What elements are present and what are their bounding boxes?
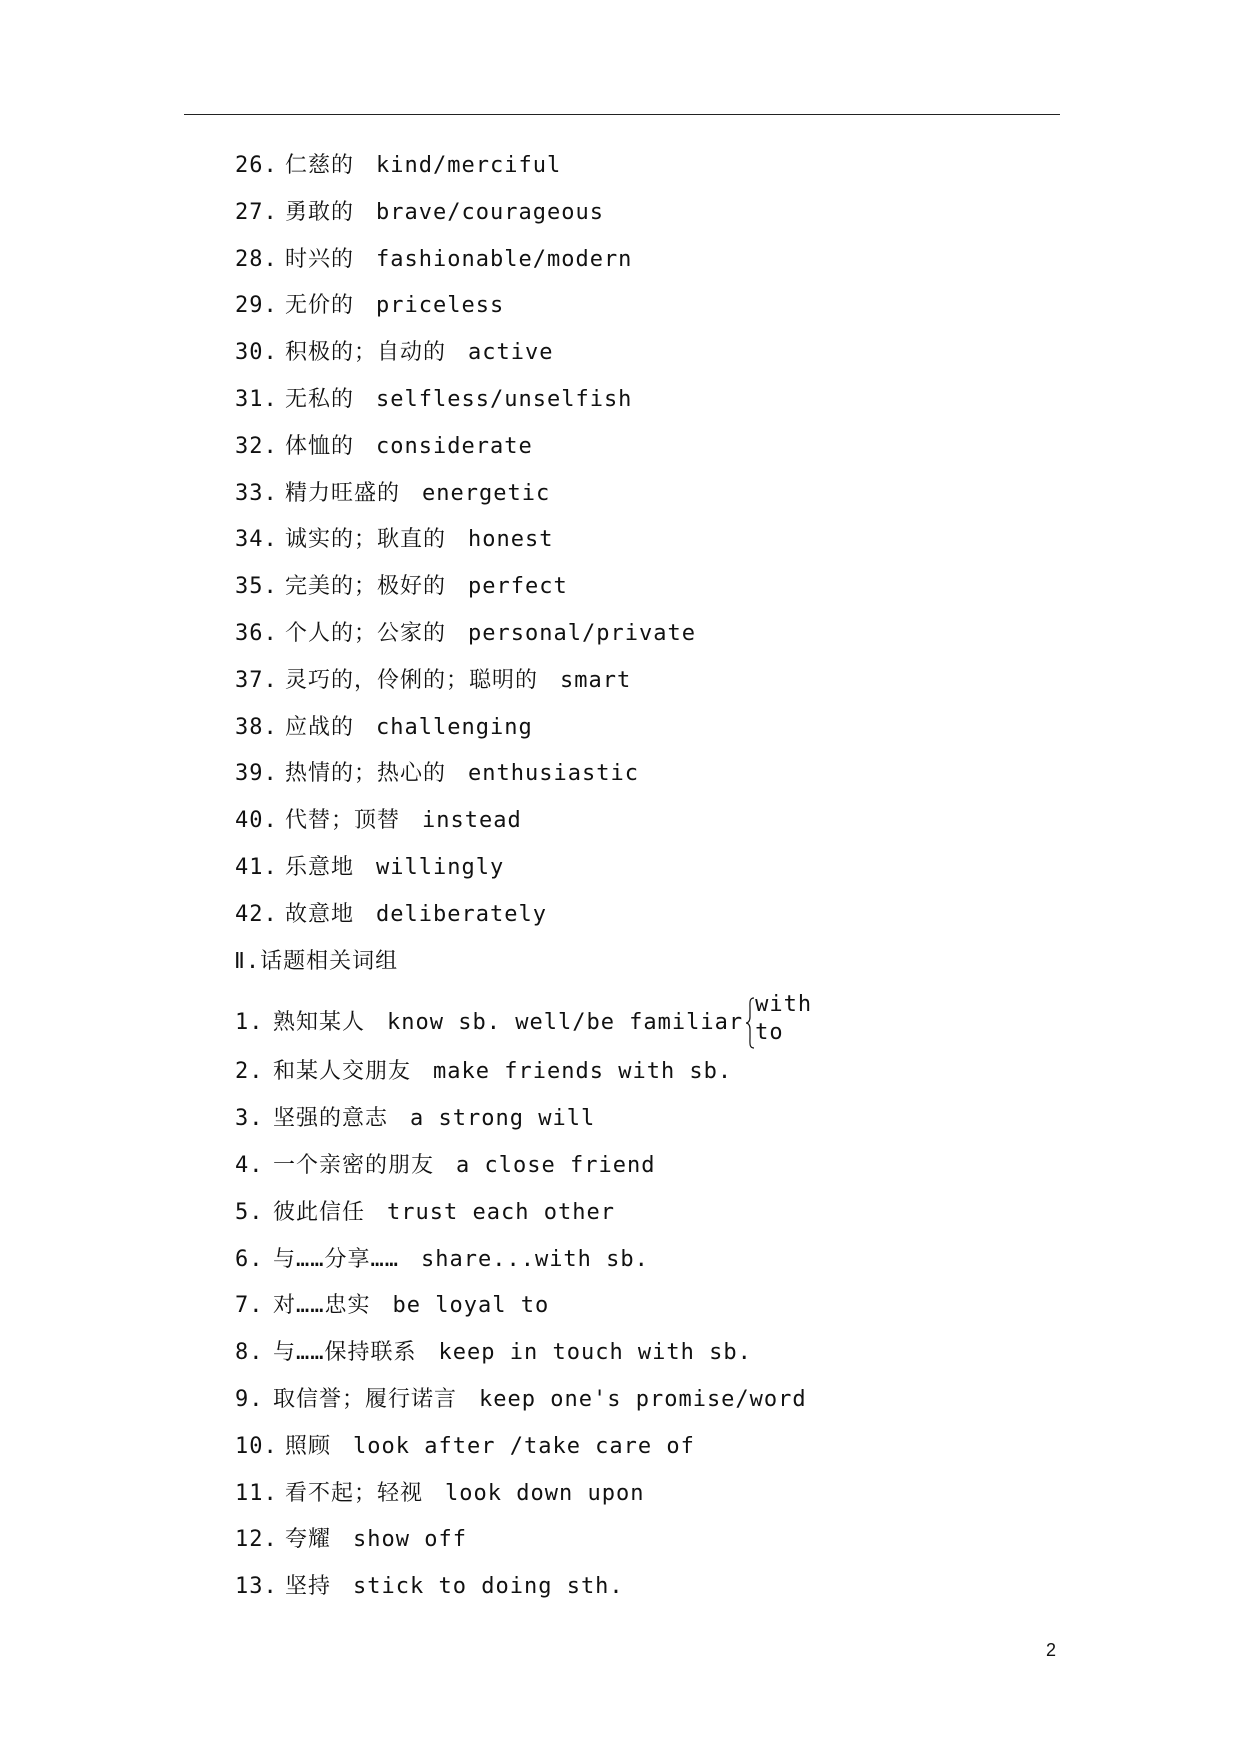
english-term: selfless/unselfish <box>376 386 633 412</box>
english-term: keep one's promise/word <box>479 1386 807 1412</box>
chinese-term: 夸耀 <box>285 1527 332 1553</box>
item-number: 29. <box>235 293 278 319</box>
vocab-item <box>235 383 1095 430</box>
chinese-term: 照顾 <box>285 1433 332 1459</box>
english-term: personal/private <box>468 620 696 646</box>
phrase-item <box>235 1243 1095 1290</box>
english-term: active <box>468 340 554 366</box>
item-number: 42. <box>235 901 278 927</box>
item-number: 34. <box>235 527 278 553</box>
phrase-item <box>235 1289 1095 1336</box>
item-number: 28. <box>235 246 278 272</box>
item-number: 31. <box>235 386 278 412</box>
chinese-term: 积极的；自动的 <box>285 340 447 366</box>
vocab-item <box>235 149 1095 196</box>
english-term: a strong will <box>410 1106 596 1132</box>
vocab-item <box>235 851 1095 898</box>
vocab-item <box>235 617 1095 664</box>
phrase-item <box>235 1523 1095 1570</box>
item-number: 7. <box>235 1293 264 1319</box>
item-number: 4. <box>235 1152 264 1178</box>
vocab-item <box>235 898 1095 945</box>
vocab-item <box>235 289 1095 336</box>
item-number: 33. <box>235 480 278 506</box>
vocab-list <box>235 149 1095 1617</box>
chinese-term: 坚持 <box>285 1574 332 1600</box>
item-number: 36. <box>235 620 278 646</box>
english-term: smart <box>560 667 632 693</box>
phrase-item <box>235 1196 1095 1243</box>
item-number: 26. <box>235 153 278 178</box>
item-number: 12. <box>235 1527 278 1553</box>
chinese-term: 坚强的意志 <box>273 1106 389 1132</box>
header-rule <box>184 114 1060 115</box>
item-number: 39. <box>235 761 278 787</box>
brace-option-top: with <box>755 992 813 1018</box>
vocab-item <box>235 523 1095 570</box>
phrase-item <box>235 991 1095 1055</box>
chinese-term: 故意地 <box>285 901 355 927</box>
english-term: show off <box>353 1527 467 1553</box>
chinese-term: 看不起；轻视 <box>285 1480 424 1506</box>
english-term: look down upon <box>445 1480 645 1506</box>
english-term: energetic <box>422 480 551 506</box>
item-number: 27. <box>235 199 278 225</box>
chinese-term: 与……保持联系 <box>273 1340 417 1366</box>
item-number: 37. <box>235 667 278 693</box>
item-number: 1. <box>235 1010 264 1036</box>
chinese-term: 熟知某人 <box>273 1010 366 1036</box>
chinese-term: 灵巧的，伶俐的；聪明的 <box>285 667 539 693</box>
item-number: 2. <box>235 1059 264 1085</box>
phrase-item <box>235 1102 1095 1149</box>
english-term: fashionable/modern <box>376 246 633 272</box>
chinese-term: 诚实的；耿直的 <box>285 527 447 553</box>
phrase-item <box>235 1149 1095 1196</box>
item-number: 13. <box>235 1574 278 1600</box>
phrase-item <box>235 1055 1095 1102</box>
section-title: Ⅱ.话题相关词组 <box>234 948 399 974</box>
english-term: make friends with sb. <box>433 1059 733 1085</box>
chinese-term: 热情的；热心的 <box>285 761 447 787</box>
english-term: be loyal to <box>392 1293 550 1319</box>
english-term: priceless <box>376 293 505 319</box>
item-number: 38. <box>235 714 278 740</box>
english-term: keep in touch with sb. <box>438 1340 752 1366</box>
chinese-term: 无私的 <box>285 386 355 412</box>
chinese-term: 个人的；公家的 <box>285 620 447 646</box>
chinese-term: 体恤的 <box>285 433 355 459</box>
item-number: 5. <box>235 1199 264 1225</box>
vocab-item <box>235 477 1095 524</box>
chinese-term: 一个亲密的朋友 <box>273 1152 435 1178</box>
english-term: trust each other <box>387 1199 615 1225</box>
chinese-term: 和某人交朋友 <box>273 1059 412 1085</box>
chinese-term: 取信誉；履行诺言 <box>273 1386 458 1412</box>
english-term: a close friend <box>456 1152 656 1178</box>
chinese-term: 勇敢的 <box>285 199 355 225</box>
english-term: kind/merciful <box>376 153 562 178</box>
chinese-term: 乐意地 <box>285 854 355 880</box>
chinese-term: 与……分享…… <box>273 1246 399 1272</box>
chinese-term: 时兴的 <box>285 246 355 272</box>
english-term: look after /take care of <box>353 1433 695 1459</box>
choice-brace <box>745 992 813 1051</box>
vocab-item <box>235 757 1095 804</box>
chinese-term: 精力旺盛的 <box>285 480 401 506</box>
page-number: 2 <box>1046 1640 1057 1660</box>
item-number: 3. <box>235 1106 264 1132</box>
phrase-item <box>235 1430 1095 1477</box>
phrase-item <box>235 1570 1095 1617</box>
item-number: 41. <box>235 854 278 880</box>
phrase-item <box>235 1383 1095 1430</box>
item-number: 6. <box>235 1246 264 1272</box>
chinese-term: 无价的 <box>285 293 355 319</box>
brace-option-bottom: to <box>755 1020 784 1046</box>
vocab-item <box>235 804 1095 851</box>
english-term: considerate <box>376 433 533 459</box>
vocab-item <box>235 570 1095 617</box>
english-term: brave/courageous <box>376 199 604 225</box>
english-term: perfect <box>468 574 568 600</box>
item-number: 35. <box>235 574 278 600</box>
english-term: deliberately <box>376 901 547 927</box>
english-term: stick to doing sth. <box>353 1574 624 1600</box>
chinese-term: 应战的 <box>285 714 355 740</box>
item-number: 11. <box>235 1480 278 1506</box>
vocab-item <box>235 711 1095 758</box>
english-term: instead <box>422 808 522 834</box>
english-term: honest <box>468 527 554 553</box>
vocab-item <box>235 196 1095 243</box>
english-term: willingly <box>376 854 505 880</box>
phrase-item <box>235 1336 1095 1383</box>
chinese-term: 代替；顶替 <box>285 808 401 834</box>
item-number: 9. <box>235 1386 264 1412</box>
chinese-term: 仁慈的 <box>285 153 355 178</box>
curly-brace-icon <box>745 997 755 1049</box>
chinese-term: 彼此信任 <box>273 1199 366 1225</box>
vocab-item <box>235 336 1095 383</box>
chinese-term: 完美的；极好的 <box>285 574 447 600</box>
vocab-item <box>235 430 1095 477</box>
item-number: 40. <box>235 808 278 834</box>
item-number: 10. <box>235 1433 278 1459</box>
vocab-item <box>235 664 1095 711</box>
chinese-term: 对……忠实 <box>273 1293 371 1319</box>
vocab-item <box>235 243 1095 290</box>
item-number: 32. <box>235 433 278 459</box>
item-number: 8. <box>235 1340 264 1366</box>
item-number: 30. <box>235 340 278 366</box>
english-term: challenging <box>376 714 533 740</box>
english-term: share...with sb. <box>420 1246 649 1272</box>
english-term: enthusiastic <box>468 761 639 787</box>
phrase-item <box>235 1477 1095 1524</box>
english-term: know sb. well/be familiar <box>387 1010 744 1036</box>
